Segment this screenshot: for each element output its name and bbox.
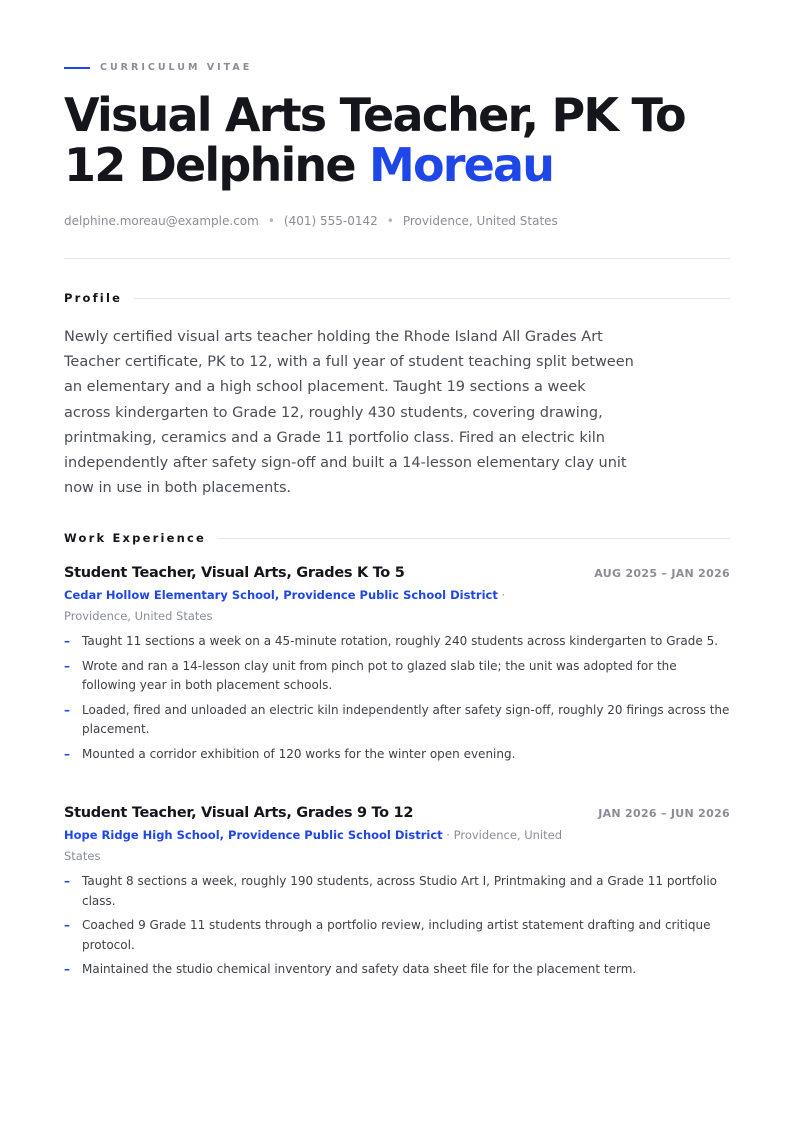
bullet-text: Maintained the studio chemical inventory and safety data sheet file for the placement term. xyxy=(82,962,637,976)
section-divider xyxy=(218,538,730,539)
eyebrow-label: CURRICULUM VITAE xyxy=(100,62,253,73)
bullet-text: Taught 11 sections a week on a 45-minute rotation, roughly 240 students across kindergarten to Grade 5. xyxy=(82,634,719,648)
contact-email: delphine.moreau@example.com xyxy=(64,214,259,228)
bullet-marker: – xyxy=(64,962,70,976)
job-location: · Providence, United States xyxy=(64,828,563,863)
section-divider xyxy=(134,298,730,299)
job-header xyxy=(64,805,730,821)
profile-heading: Profile xyxy=(64,291,123,305)
bullet-marker: – xyxy=(64,918,70,932)
profile-section-header xyxy=(64,291,730,305)
list-item xyxy=(64,916,730,955)
job-organization xyxy=(64,585,574,626)
bullet-text: Wrote and ran a 14-lesson clay unit from pinch pot to glazed slab tile; the unit was adopted for the following year in both placement schools. xyxy=(82,658,677,692)
experience-section-header xyxy=(64,531,730,545)
job-entry xyxy=(64,565,730,769)
organization-name: Cedar Hollow Elementary School, Providence Public School District xyxy=(64,588,498,602)
job-header xyxy=(64,565,730,581)
job-location: · Providence, United States xyxy=(64,588,506,623)
job-organization xyxy=(64,825,564,866)
title-accent: Moreau xyxy=(369,138,554,192)
job-dates: JAN 2026 – JUN 2026 xyxy=(598,807,730,820)
title-main: Visual Arts Teacher, PK To 12 Delphine xyxy=(64,88,685,192)
job-bullets xyxy=(64,632,730,764)
job-bullets xyxy=(64,872,730,980)
bullet-text: Coached 9 Grade 11 students through a portfolio review, including artist statement drafting and critique protocol. xyxy=(82,918,711,952)
bullet-text: Taught 8 sections a week, roughly 190 students, across Studio Art I, Printmaking and a Grade 11 portfolio class. xyxy=(82,874,717,908)
separator-dot: • xyxy=(267,214,275,228)
bullet-text: Mounted a corridor exhibition of 120 works for the winter open evening. xyxy=(82,746,516,761)
bullet-marker: – xyxy=(64,658,70,673)
job-entry xyxy=(64,805,730,985)
contact-phone: (401) 555-0142 xyxy=(283,214,378,228)
list-item xyxy=(64,657,730,696)
bullet-text: Loaded, fired and unloaded an electric kiln independently after safety sign-off, roughly 20 firings across the placement. xyxy=(82,702,730,736)
profile-summary: Newly certified visual arts teacher holding the Rhode Island All Grades Art Teacher certificate, PK to 12, with a full year of student teaching split between an elementary and a high school placement. Taught 19 sections a week across kindergarten to Grade 12, roughly 430 students, covering drawing, printmaking, ceramics and a Grade 11 portfolio class. Fired an electric kiln independently after safety sign-off and built a 14-lesson elementary clay unit now in use in both placements. xyxy=(64,329,634,497)
organization-name: Hope Ridge High School, Providence Public School District xyxy=(64,828,443,842)
bullet-marker: – xyxy=(64,702,70,717)
list-item xyxy=(64,872,730,911)
list-item xyxy=(64,745,730,765)
contact-line xyxy=(64,214,558,228)
eyebrow-accent-line xyxy=(64,67,90,69)
page-title xyxy=(64,90,730,190)
list-item xyxy=(64,632,730,652)
bullet-marker: – xyxy=(64,746,70,761)
eyebrow xyxy=(64,62,252,73)
header-divider xyxy=(64,258,730,259)
contact-location: Providence, United States xyxy=(402,214,558,228)
job-title: Student Teacher, Visual Arts, Grades 9 To 12 xyxy=(64,805,414,821)
bullet-marker: – xyxy=(64,634,70,648)
list-item xyxy=(64,960,730,980)
list-item xyxy=(64,701,730,740)
separator-dot: • xyxy=(386,214,394,228)
job-title: Student Teacher, Visual Arts, Grades K To 5 xyxy=(64,565,405,581)
job-dates: AUG 2025 – JAN 2026 xyxy=(594,567,730,580)
bullet-marker: – xyxy=(64,874,70,888)
experience-heading: Work Experience xyxy=(64,531,207,545)
